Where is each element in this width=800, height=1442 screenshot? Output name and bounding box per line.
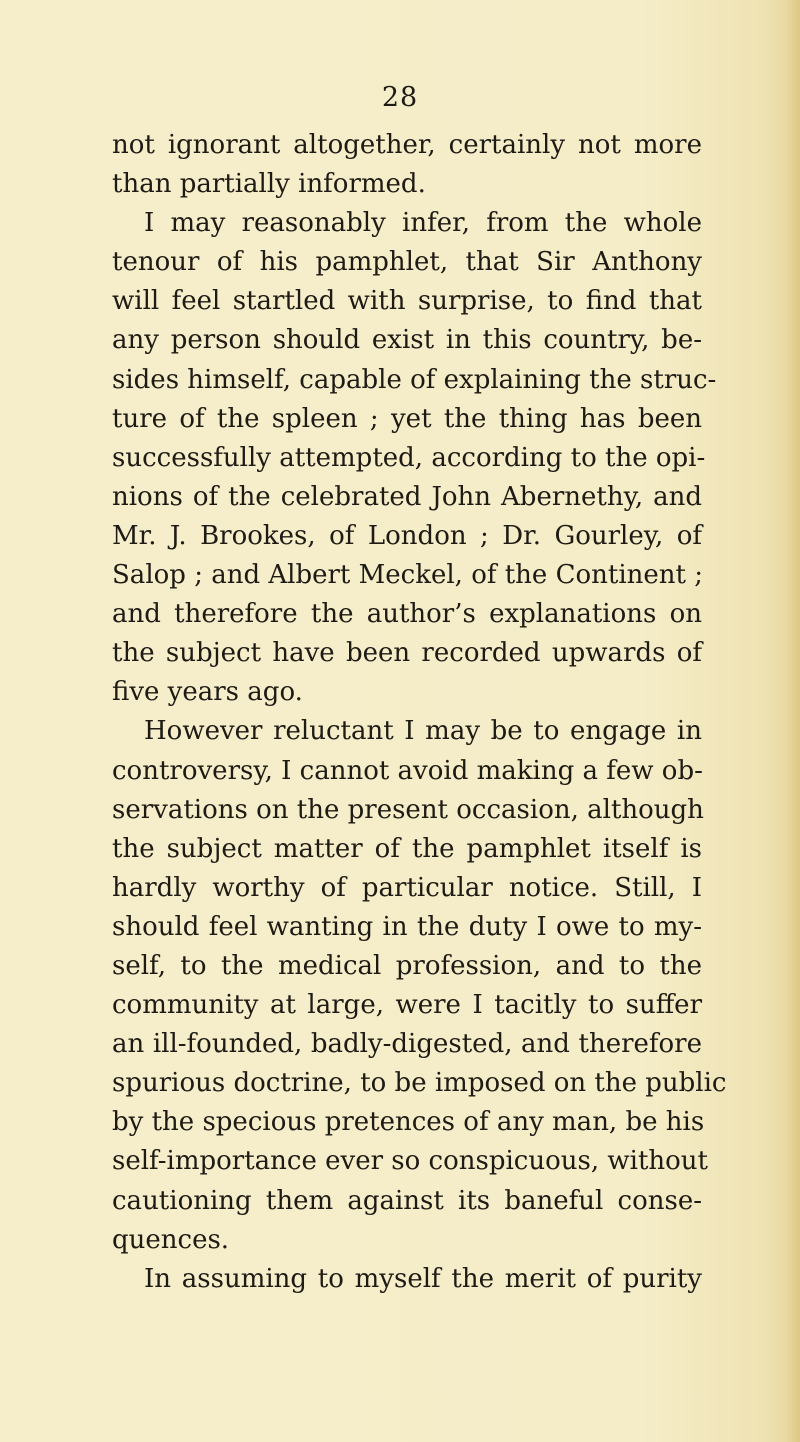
text-line: servations on the present occasion, although — [112, 794, 704, 825]
text-line: any person should exist in this country, be- — [112, 325, 702, 356]
text-line: should feel wanting in the duty I owe to my- — [112, 911, 702, 942]
text-line: In assuming to myself the merit of purity — [144, 1263, 702, 1294]
text-line: than partially informed. — [112, 169, 426, 200]
text-line: spurious doctrine, to be imposed on the public — [112, 1068, 727, 1099]
text-line: cautioning them against its baneful conse- — [112, 1185, 702, 1216]
text-line: an ill-founded, badly-digested, and therefore — [112, 1029, 702, 1060]
text-line: I may reasonably infer, from the whole — [144, 208, 702, 239]
page-edge-shadow — [786, 0, 800, 1442]
text-line: the subject have been recorded upwards of — [112, 638, 702, 669]
text-line: and therefore the author’s explanations on — [112, 599, 702, 630]
text-line: Salop ; and Albert Meckel, of the Continent ; — [112, 560, 703, 591]
text-line: by the specious pretences of any man, be his — [112, 1107, 705, 1138]
text-line: However reluctant I may be to engage in — [144, 716, 702, 747]
text-line: the subject matter of the pamphlet itself is — [112, 833, 702, 864]
text-line: ture of the spleen ; yet the thing has been — [112, 403, 702, 434]
text-line: successfully attempted, according to the opi- — [112, 442, 706, 473]
text-line: self, to the medical profession, and to the — [112, 950, 702, 981]
text-line: will feel startled with surprise, to find that — [112, 286, 702, 317]
text-line: self-importance ever so conspicuous, without — [112, 1146, 708, 1177]
body-text — [112, 126, 727, 1299]
text-line: hardly worthy of particular notice. Still, I — [112, 872, 702, 903]
text-line: community at large, were I tacitly to suffer — [112, 990, 702, 1021]
text-line: sides himself, capable of explaining the struc- — [112, 364, 717, 395]
text-line: not ignorant altogether, certainly not more — [112, 130, 702, 160]
text-line: tenour of his pamphlet, that Sir Anthony — [112, 247, 702, 278]
text-line: five years ago. — [112, 677, 303, 708]
text-line: controversy, I cannot avoid making a few ob- — [112, 755, 703, 786]
text-line: nions of the celebrated John Abernethy, and — [112, 481, 702, 512]
page-number: 28 — [381, 82, 419, 113]
text-line: quences. — [112, 1224, 230, 1255]
text-line: Mr. J. Brookes, of London ; Dr. Gourley, of — [112, 520, 702, 551]
